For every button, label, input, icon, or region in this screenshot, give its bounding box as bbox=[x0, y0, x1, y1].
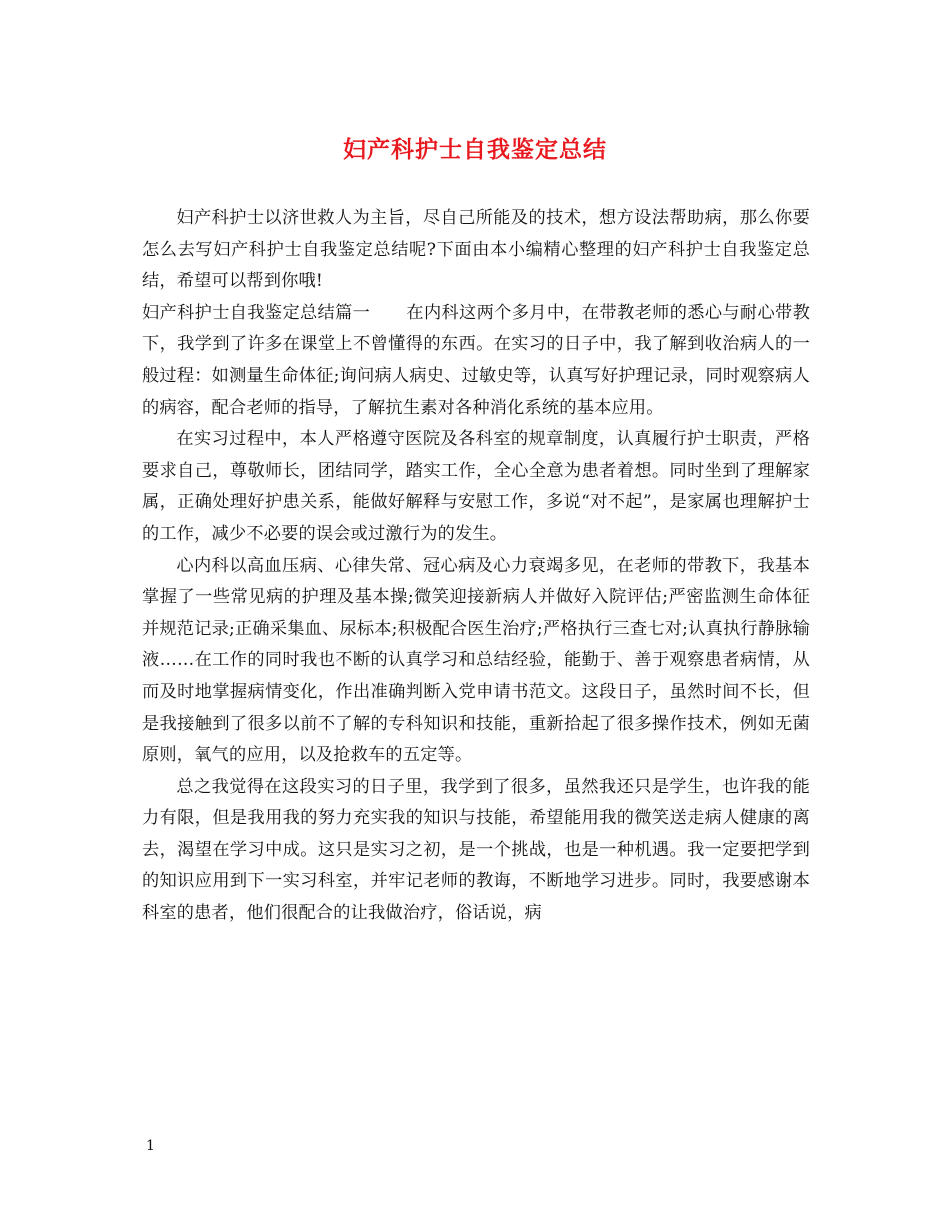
intro-paragraph: 妇产科护士以济世救人为主旨，尽自己所能及的技术，想方设法帮助病，那么你要怎么去写妇产科护士自我鉴定总结呢?下面由本小编精心整理的妇产科护士自我鉴定总结，希望可以帮到你哦! bbox=[142, 208, 810, 292]
page-number: 1 bbox=[146, 1138, 155, 1154]
paragraph-summary: 总之我觉得在这段实习的日子里，我学到了很多，虽然我还只是学生，也许我的能力有限，但是我用我的努力充实我的知识与技能，希望能用我的微笑送走病人健康的离去，渴望在学习中成。这只是实习之初，是一个挑战，也是一种机遇。我一定要把学到的知识应用到下一实习科室，并牢记老师的教诲，不断地学习进步。同时，我要感谢本科室的患者，他们很配合的让我做治疗，俗话说，病 bbox=[142, 776, 810, 924]
document-body bbox=[142, 203, 810, 930]
section-first-text: 在内科这两个多月中，在带教老师的悉心与耐心带教下，我学到了许多在课堂上不曾懂得的东西。在实习的日子中，我了解到收治病人的一般过程：如测量生命体征;询问病人病史、过敏史等，认真写好护理记录，同时观察病人的病容，配合老师的指导，了解抗生素对各种消化系统的基本应用。 bbox=[142, 302, 810, 418]
section-heading: 妇产科护士自我鉴定总结篇一 bbox=[142, 302, 371, 323]
paragraph-practice: 在实习过程中，本人严格遵守医院及各科室的规章制度，认真履行护士职责，严格要求自己，尊敬师长，团结同学，踏实工作，全心全意为患者着想。同时坐到了理解家属，正确处理好护患关系，能做好解释与安慰工作，多说“对不起”，是家属也理解护士的工作，减少不必要的误会或过激行为的发生。 bbox=[142, 429, 810, 544]
document-title: 妇产科护士自我鉴定总结 bbox=[343, 136, 607, 163]
paragraph-cardiology: 心内科以高血压病、心律失常、冠心病及心力衰竭多见，在老师的带教下，我基本掌握了一些常见病的护理及基本操;微笑迎接新病人并做好入院评估;严密监测生命体征并规范记录;正确采集血、尿标本;积极配合医生治疗;严格执行三查七对;认真执行静脉输液……在工作的同时我也不断的认真学习和总结经验，能勤于、善于观察患者病情，从而及时地掌握病情变化，作出准确判断入党申请书范文。这段日子，虽然时间不长，但是我接触到了很多以前不了解的专科知识和技能，重新拾起了很多操作技术，例如无菌原则，氧气的应用，以及抢救车的五定等。 bbox=[142, 555, 810, 766]
section-one-paragraph bbox=[142, 298, 810, 424]
